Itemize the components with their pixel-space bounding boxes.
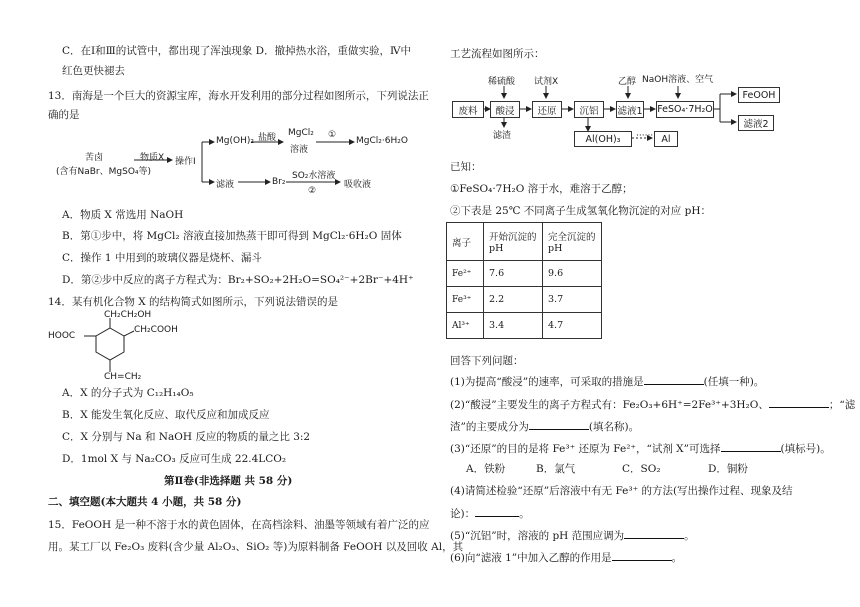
header-start-ph: 开始沉淀的 pH [484,223,543,261]
table-cell: 3.7 [543,287,602,313]
table-cell: 3.4 [484,313,543,339]
q14-option-d: D．1mol X 与 Na₂CO₃ 反应可生成 22.4LCO₂ [62,453,287,465]
step-1-label: ① [328,130,337,140]
filtrate-2-box: 滤液2 [738,115,774,131]
table-cell: 7.6 [484,261,543,287]
reagent-x-label: 物质X [140,153,165,163]
known-title: 已知： [450,161,482,173]
table-cell: 4.7 [543,313,602,339]
answer-intro: 回答下列问题： [450,355,524,367]
ethanol-label: 乙醇 [618,77,637,87]
q14-option-a: A．X 的分子式为 C₁₂H₁₄O₅ [62,387,194,399]
waste-box: 废料 [452,101,484,118]
al-box: Al [654,131,678,147]
question-6: (6)向“滤液 1”中加入乙醇的作用是 。 [450,552,683,564]
mgoh2-label: Mg(OH)₂ [216,136,254,146]
naoh-air-label: NaOH溶液、空气 [642,75,714,85]
residue-label: 滤渣 [493,131,512,141]
q15-line-1: 15．FeOOH 是一种不溶于水的黄色固体，在高档涂料、油墨等领域有着广泛的应 [48,519,430,531]
table-row [447,313,602,339]
answer-blank-6[interactable] [612,550,672,561]
table-row [447,287,602,313]
answer-blank-2b[interactable] [529,419,589,430]
question-1: (1)为提高“酸浸”的速率，可采取的措施是 (任填一种)。 [450,376,765,388]
absorb-liquid-label: 吸收液 [344,180,372,190]
ph-table [446,222,602,339]
q13-stem-cont: 确的是 [48,109,80,121]
dilute-h2so4-label: 稀硫酸 [488,77,516,87]
q13-option-a: A．物质 X 常选用 NaOH [62,209,184,221]
ch2ch2oh-group: CH₂CH₂OH [104,310,152,320]
known-2: ②下表是 25℃ 不同离子生成氢氧化物沉淀的对应 pH： [450,205,711,217]
q14-option-c: C．X 分别与 Na 和 NaOH 反应的物质的量之比 3:2 [62,431,311,443]
vinyl-group: CH=CH₂ [104,372,142,382]
answer-blank-1[interactable] [644,374,704,385]
q3-option-a: A．铁粉 [466,463,506,475]
mgcl2-solution-label: 溶液 [290,145,309,155]
reagent-x-label: 试剂X [534,77,559,87]
mgcl2-label: MgCl₂ [288,128,314,138]
table-cell: Fe²⁺ [447,261,484,287]
header-ion: 离子 [447,223,484,261]
answer-blank-5[interactable] [624,528,684,539]
so2-solution-label: SO₂水溶液 [292,171,336,181]
ch2cooh-group: CH₂COOH [134,325,178,335]
hooc-group: HOOC [48,331,76,341]
feooh-box: FeOOH [738,87,780,103]
q15-line-2: 用。某工厂以 Fe₂O₃ 废料(含少量 Al₂O₃、SiO₂ 等)为原料制备 FeOOH 以及回收 Al，其 [48,541,464,553]
answer-blank-4[interactable] [475,506,519,517]
table-header-row [447,223,602,261]
q13-stem: 13．南海是一个巨大的资源宝库，海水开发利用的部分过程如图所示，下列说法正 [48,90,429,102]
brine-note: (含有NaBr、MgSO₄等) [56,167,152,177]
table-cell: Al³⁺ [447,313,484,339]
known-1: ①FeSO₄·7H₂O 溶于水，难溶于乙醇； [450,183,633,195]
question-4-cont: 论)： 。 [450,508,530,520]
table-cell: 9.6 [543,261,602,287]
question-5: (5)“沉铝”时，溶液的 pH 范围应调为 。 [450,530,695,542]
part-2-title: 二、填空题(本大题共 4 小题，共 58 分) [48,496,242,508]
table-cell: Fe³⁺ [447,287,484,313]
dots-label: ······ [636,131,654,141]
q12-option-cd: C．在Ⅰ和Ⅲ的试管中，都出现了浑浊现象 D．撤掉热水浴，重做实验，Ⅳ中 [62,45,412,57]
filtrate-1-box: 滤液1 [616,101,644,118]
reduce-box: 还原 [532,101,562,118]
flow-intro: 工艺流程如图所示： [450,48,545,60]
table-row [447,261,602,287]
answer-blank-2a[interactable] [769,397,829,408]
question-4: (4)请简述检验“还原”后溶液中有无 Fe³⁺ 的方法(写出操作过程、现象及结 [450,485,793,497]
q13-option-b: B．第①步中，将 MgCl₂ 溶液直接加热蒸干即可得到 MgCl₂·6H₂O 固体 [62,230,402,242]
header-complete-ph: 完全沉淀的 pH [543,223,602,261]
q3-option-d: D．铜粉 [708,463,748,475]
precip-al-box: 沉铝 [574,101,604,118]
question-2: (2)“酸浸”主要发生的离子方程式有：Fe₂O₃+6H⁺=2Fe³⁺+3H₂O、 ；“滤 [450,399,856,411]
question-2-cont: 渣”的主要成分为 (填名称)。 [450,421,640,433]
question-3: (3)“还原”的目的是将 Fe³⁺ 还原为 Fe²⁺，“试剂 X”可选择 (填标号)。 [450,443,831,455]
feso4-hydrate-box: FeSO₄·7H₂O [656,101,714,118]
filtrate-label: 滤液 [216,180,235,190]
hcl-label: 盐酸 [258,133,277,143]
q12-option-d-cont: 红色更快褪去 [62,65,125,77]
br2-label: Br₂ [272,177,286,187]
q3-option-b: B．氯气 [536,463,576,475]
section-2-title: 第Ⅱ卷(非选择题 共 58 分) [164,475,293,487]
table-cell: 2.2 [484,287,543,313]
aloh3-box: Al(OH)₃ [574,131,632,147]
step-2-label: ② [308,186,317,196]
q3-option-c: C．SO₂ [622,463,661,475]
operation-1-label: 操作Ⅰ [175,157,196,167]
q14-option-b: B．X 能发生氧化反应、取代反应和加成反应 [62,409,270,421]
acid-leach-box: 酸浸 [490,101,520,118]
mgcl2-hydrate-label: MgCl₂·6H₂O [356,136,408,146]
q13-option-d: D．第②步中反应的离子方程式为：Br₂+SO₂+2H₂O=SO₄²⁻+2Br⁻+4H⁺ [62,274,414,286]
brine-label: 苦卤 [85,153,104,163]
q13-option-c: C．操作 1 中用到的玻璃仪器是烧杯、漏斗 [62,252,262,264]
q14-stem: 14．某有机化合物 X 的结构简式如图所示，下列说法错误的是 [48,296,339,308]
answer-blank-3[interactable] [721,441,781,452]
